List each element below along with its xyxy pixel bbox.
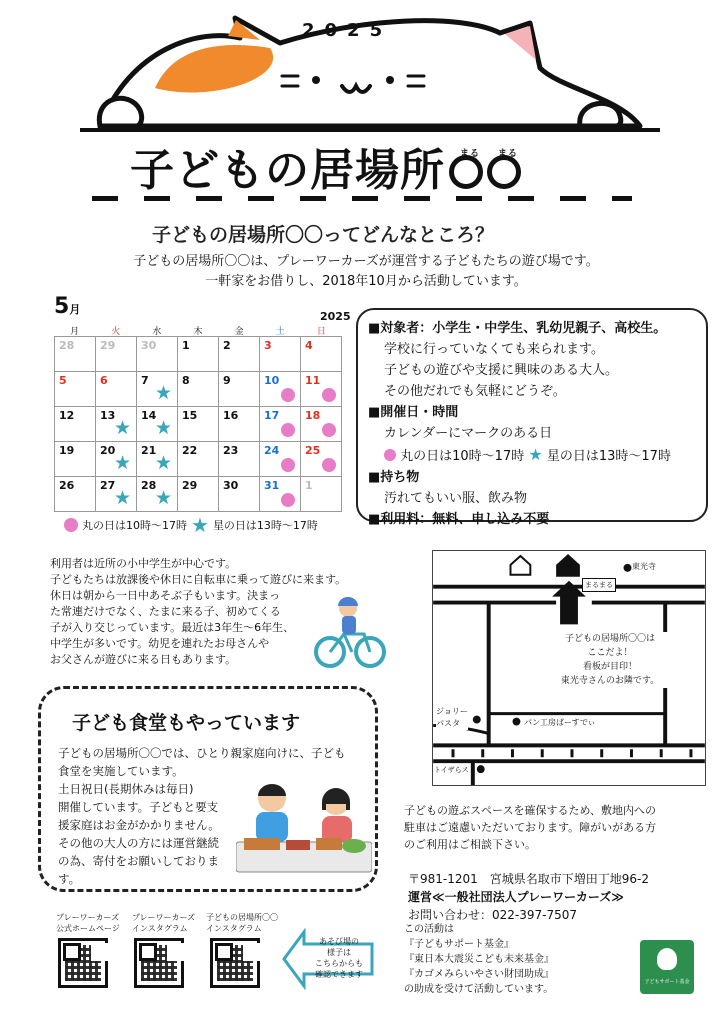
leaf-icon [657, 948, 677, 970]
access-line: 駐車はご遠慮いただいております。障がいがある方 [404, 821, 657, 834]
users-line: 子どもたちは放課後や休日に自転車に乗って遊びに来ます。 [50, 573, 347, 586]
teal-star-icon: ★ [191, 513, 209, 537]
calendar-day [260, 372, 301, 407]
calendar-day [96, 407, 137, 442]
time-dot-text: 丸の日は10時～17時 [400, 449, 525, 464]
pink-dot-icon [322, 458, 336, 472]
legend-dot-text: 丸の日は10時～17時 [82, 519, 187, 532]
qr-label-line: プレーワーカーズ [132, 913, 196, 922]
title-maru-2: まる [498, 149, 519, 159]
bring-head: ■持ち物 [368, 470, 420, 485]
day-number: 28 [59, 339, 75, 352]
day-number: 22 [182, 444, 198, 457]
day-number: 29 [100, 339, 116, 352]
calendar-day [219, 337, 260, 372]
weekday-label: 木 [193, 327, 203, 337]
calendar-day [96, 337, 137, 372]
day-number: 4 [305, 339, 313, 352]
page-title [130, 134, 521, 198]
title-circle-1 [449, 149, 483, 189]
calendar-day [301, 407, 342, 442]
day-number: 1 [182, 339, 190, 352]
cyclist-illustration [314, 594, 386, 670]
calendar-grid [54, 336, 342, 512]
map-toysrus-label: トイザらス [434, 766, 469, 774]
support-line: 『東日本大震災こども未来基金』 [404, 954, 554, 965]
day-number: 2 [223, 339, 231, 352]
legend-star-text: 星の日は13時～17時 [212, 519, 318, 532]
map-sign-label: まるまる [582, 578, 616, 592]
day-number: 17 [264, 409, 280, 422]
map-note-line: 子どもの居場所〇〇は [564, 634, 655, 644]
day-number: 3 [264, 339, 272, 352]
calendar-day [301, 477, 342, 512]
day-number: 28 [141, 479, 157, 492]
calendar-day [137, 337, 178, 372]
operator: 運営≪一般社団法人プレーワーカーズ≫ [408, 890, 624, 904]
qr-label-instagram [132, 912, 195, 934]
calendar-day [260, 337, 301, 372]
qr-arrow-text [304, 936, 374, 980]
access-line: のご利用はご相談下さい。 [404, 838, 536, 851]
time-legend [368, 444, 696, 467]
support-text [404, 922, 640, 997]
calendar-month [54, 294, 80, 319]
qr-arrow-line: 確認できます [315, 970, 363, 979]
support-line: 『カゴメみらいやさい財団助成』 [404, 969, 554, 980]
day-number: 15 [182, 409, 198, 422]
day-number: 30 [223, 479, 239, 492]
weekday-label: 金 [234, 327, 244, 337]
calendar-week [55, 442, 342, 477]
day-number: 29 [182, 479, 198, 492]
map-note-line: 東光寺さんのお隣です。 [560, 676, 660, 686]
calendar-week [55, 337, 342, 372]
qr-label-line: プレーワーカーズ [56, 913, 120, 922]
day-number: 23 [223, 444, 239, 457]
calendar-day [219, 442, 260, 477]
calendar-day [301, 337, 342, 372]
day-number: 14 [141, 409, 157, 422]
map-note-line: ここだよ！ [587, 648, 633, 658]
day-number: 18 [305, 409, 321, 422]
users-line: た常連だけでなく、たまに来る子、初めてくる [50, 605, 281, 618]
target-head: ■対象者：小学生・中学生、乳幼児親子、高校生。 [368, 321, 667, 336]
pink-dot-icon [64, 518, 78, 532]
calendar-day [178, 337, 219, 372]
support-line: 『子どもサポート基金』 [404, 939, 514, 950]
support-line: この活動は [404, 924, 454, 935]
calendar-day [301, 442, 342, 477]
teal-star-icon: ★ [154, 417, 172, 439]
teal-star-icon: ★ [154, 452, 172, 474]
info-box [356, 308, 708, 527]
calendar-day [219, 372, 260, 407]
access-line: 子どもの遊ぶスペースを確保するため、敷地内への [404, 804, 657, 817]
calendar-day [178, 477, 219, 512]
access-notice [404, 802, 704, 853]
support-logo-text: 子どもサポート基金 [644, 979, 690, 985]
intro-line-1: 子どもの居場所〇〇は、プレーワーカーズが運営する子どもたちの遊び場です。 [133, 254, 599, 269]
qr-arrow-line: あそび場の [319, 937, 359, 946]
target-line-3: その他だれでも気軽にどうぞ。 [384, 384, 566, 399]
pink-dot-icon [384, 449, 396, 461]
calendar-day [178, 372, 219, 407]
map-jolly-line: ジョリー [436, 707, 468, 716]
weekday-label: 火 [111, 327, 121, 337]
subtitle: 子どもの居場所〇〇ってどんなところ？ [152, 224, 495, 246]
calendar-day [96, 372, 137, 407]
day-number: 25 [305, 444, 321, 457]
day-number: 26 [59, 479, 75, 492]
title-text: 子どもの居場所 [130, 145, 445, 196]
calendar-day [260, 477, 301, 512]
fee-line: ■利用料：無料、申し込み不要 [368, 512, 550, 527]
canteen-line: 援家庭はお金がかかりません。 [58, 818, 220, 832]
calendar-week [55, 407, 342, 442]
users-line: お父さんが遊びに来る日もあります。 [50, 653, 237, 666]
map-bakery-label: パン工房ぱーすでぃ [524, 718, 596, 727]
calendar-day [219, 407, 260, 442]
calendar-day [96, 477, 137, 512]
day-number: 24 [264, 444, 280, 457]
time-star-text: 星の日は13時～17時 [546, 449, 671, 464]
calendar-day [55, 372, 96, 407]
day-number: 13 [100, 409, 116, 422]
calendar-year: 2025 [320, 310, 351, 323]
qr-label-maru-instagram [206, 912, 278, 934]
teal-star-icon: ★ [528, 445, 543, 464]
qr-label-line: 子どもの居場所〇〇 [206, 913, 278, 922]
title-dashes [92, 196, 632, 201]
target-line-1: 学校に行っていなくても来られます。 [384, 342, 604, 357]
calendar-day [178, 442, 219, 477]
calendar-day [301, 372, 342, 407]
day-number: 21 [141, 444, 157, 457]
calendar-legend [64, 513, 318, 537]
teal-star-icon: ★ [113, 452, 131, 474]
calendar-day [137, 442, 178, 477]
calendar-day [55, 442, 96, 477]
month-number: 5 [54, 294, 70, 319]
teal-star-icon: ★ [154, 382, 172, 404]
day-number: 9 [223, 374, 231, 387]
weekday-label: 日 [316, 327, 326, 337]
pink-dot-icon [281, 388, 295, 402]
contact-phone: お問い合わせ：022-397-7507 [408, 908, 578, 922]
calendar-day [137, 407, 178, 442]
day-number: 1 [305, 479, 313, 492]
canteen-title: 子ども食堂もやっています [68, 708, 304, 735]
users-line: 利用者は近所の小中学生が中心です。 [50, 557, 237, 570]
calendar-day [137, 477, 178, 512]
year-label: 2025 [302, 20, 393, 41]
qr-code-maru-instagram[interactable] [210, 938, 260, 988]
users-line: 中学生が多いです。幼児を連れたお母さんや [50, 637, 270, 650]
day-number: 7 [141, 374, 149, 387]
qr-label-line: インスタグラム [206, 924, 262, 933]
calendar-day [55, 337, 96, 372]
address-block [408, 870, 649, 924]
weekday-label: 水 [152, 327, 162, 337]
title-maru-1: まる [460, 149, 481, 159]
calendar-day [55, 407, 96, 442]
canteen-line: その他の大人の方には運営継続 [58, 836, 219, 850]
teal-star-icon: ★ [113, 487, 131, 509]
day-number: 27 [100, 479, 116, 492]
canteen-lead-line: 食堂を実施しています。 [58, 764, 184, 778]
map-note-line: 看板が目印！ [582, 662, 637, 672]
qr-code-homepage[interactable] [58, 938, 108, 988]
calendar-day [137, 372, 178, 407]
target-line-2: 子どもの遊びや支援に興味のある大人。 [384, 363, 619, 378]
canteen-line: 土日祝日(長期休みは毎日) [58, 782, 194, 796]
canteen-line: 開催しています。子どもと要支 [58, 800, 219, 814]
pink-dot-icon [281, 423, 295, 437]
canteen-line: の為、寄付をお願いしておりま [58, 854, 219, 868]
pink-dot-icon [281, 458, 295, 472]
day-number: 31 [264, 479, 280, 492]
day-number: 11 [305, 374, 321, 387]
pink-dot-icon [322, 388, 336, 402]
weekday-label: 月 [70, 327, 80, 337]
weekday-label: 土 [275, 327, 285, 337]
calendar-day [96, 442, 137, 477]
time-head: ■開催日・時間 [368, 405, 459, 420]
day-number: 30 [141, 339, 157, 352]
calendar-day [260, 442, 301, 477]
canteen-lead-line: 子どもの居場所〇〇では、ひとり親家庭向けに、子ども [58, 746, 346, 760]
intro-line-2: 一軒家をお借りし、2018年10月から活動しています。 [205, 274, 527, 289]
kids-eating-illustration [236, 776, 372, 880]
teal-star-icon: ★ [113, 417, 131, 439]
qr-arrow-line: 様子は [327, 948, 351, 957]
qr-label-line: 公式ホームページ [56, 924, 120, 933]
canteen-lead [58, 744, 368, 780]
time-line: カレンダーにマークのある日 [384, 426, 553, 441]
bring-line: 汚れてもいい服、飲み物 [384, 491, 528, 506]
day-number: 19 [59, 444, 75, 457]
day-number: 10 [264, 374, 280, 387]
map-temple-label: 東光寺 [632, 562, 656, 571]
day-number: 6 [100, 374, 108, 387]
calendar-week [55, 477, 342, 512]
calendar-day [178, 407, 219, 442]
pink-dot-icon [281, 493, 295, 507]
postal-address: 〒981-1201 宮城県名取市下増田丁地96-2 [408, 872, 650, 886]
qr-label-line: インスタグラム [132, 924, 188, 933]
calendar-day [219, 477, 260, 512]
day-number: 8 [182, 374, 190, 387]
map-jolly-label [436, 706, 468, 730]
day-number: 5 [59, 374, 67, 387]
users-line: 子が入り交じっています。最近は3年生～6年生、 [50, 621, 295, 634]
canteen-line: す。 [58, 872, 81, 886]
map-jolly-line: パスタ [436, 719, 460, 728]
qr-label-homepage [56, 912, 120, 934]
qr-code-instagram[interactable] [134, 938, 184, 988]
calendar-day [260, 407, 301, 442]
day-number: 16 [223, 409, 239, 422]
support-line: の助成を受けて活動しています。 [404, 984, 554, 995]
qr-arrow-line: こちらからも [315, 959, 363, 968]
month-suffix: 月 [69, 303, 81, 316]
calendar-week [55, 372, 342, 407]
day-number: 12 [59, 409, 75, 422]
support-fund-logo [640, 940, 694, 994]
calendar-day [55, 477, 96, 512]
intro-text [96, 252, 636, 292]
pink-dot-icon [322, 423, 336, 437]
title-circle-2 [487, 149, 521, 189]
day-number: 20 [100, 444, 116, 457]
teal-star-icon: ★ [154, 487, 172, 509]
map-note [540, 632, 680, 688]
users-line: 休日は朝から一日中あそぶ子もいます。決まっ [50, 589, 281, 602]
